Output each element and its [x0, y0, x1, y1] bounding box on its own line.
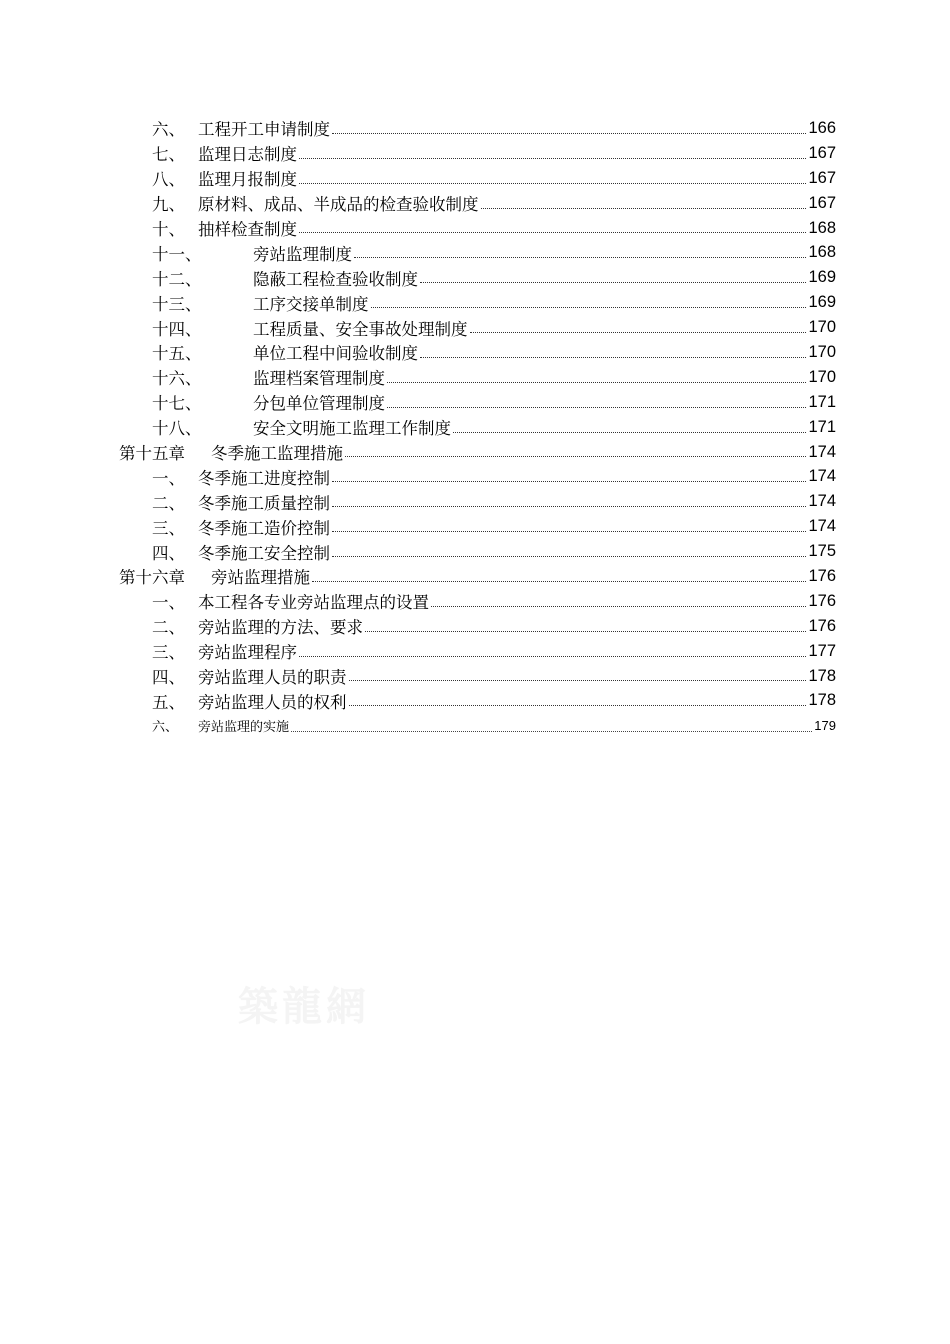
- toc-page-number: 169: [808, 268, 836, 287]
- toc-section-entry[interactable]: [0, 489, 836, 514]
- toc-dot-leader: [431, 606, 806, 607]
- toc-dot-leader: [481, 208, 807, 209]
- toc-dot-leader: [349, 680, 807, 681]
- toc-page-number: 170: [808, 342, 836, 361]
- toc-section-entry[interactable]: [0, 539, 836, 564]
- toc-entry-title: 监理月报制度: [198, 170, 297, 190]
- toc-entry-number: 三、: [152, 518, 185, 538]
- toc-dot-leader: [299, 158, 806, 159]
- toc-page-number: 167: [808, 193, 836, 212]
- toc-dot-leader: [420, 357, 806, 358]
- toc-entry-title: 原材料、成品、半成品的检查验收制度: [198, 195, 479, 215]
- toc-entry-number: 四、: [152, 543, 185, 563]
- toc-dot-leader: [470, 332, 807, 333]
- toc-entry-number: 七、: [152, 145, 185, 165]
- toc-section-entry[interactable]: [0, 713, 836, 738]
- toc-chapter-entry[interactable]: [0, 440, 836, 465]
- toc-entry-title: 旁站监理制度: [253, 244, 352, 264]
- toc-entry-title: 工程质量、安全事故处理制度: [253, 319, 468, 339]
- toc-section-entry[interactable]: [0, 365, 836, 390]
- toc-page-number: 174: [808, 442, 836, 461]
- toc-dot-leader: [345, 456, 806, 457]
- watermark: 築龍網: [238, 983, 370, 1030]
- toc-entry-number: 十、: [152, 220, 185, 239]
- toc-entry-title: 工程开工申请制度: [198, 120, 330, 140]
- toc-page-number: 176: [808, 591, 836, 610]
- toc-entry-title: 旁站监理措施: [211, 568, 310, 588]
- toc-section-entry[interactable]: [0, 464, 836, 489]
- toc-page-number: 167: [808, 143, 836, 162]
- toc-section-entry[interactable]: [0, 614, 836, 639]
- toc-entry-number: 第十六章: [119, 568, 185, 588]
- toc-entry-title: 冬季施工造价控制: [198, 518, 330, 538]
- toc-page-number: 166: [808, 118, 836, 137]
- toc-entry-title: 工序交接单制度: [253, 294, 369, 314]
- toc-page-number: 168: [808, 218, 836, 237]
- toc-section-entry[interactable]: [0, 191, 836, 216]
- toc-dot-leader: [371, 307, 807, 308]
- toc-section-entry[interactable]: [0, 340, 836, 365]
- toc-entry-title: 冬季施工进度控制: [198, 468, 330, 488]
- toc-entry-number: 一、: [152, 593, 185, 613]
- toc-dot-leader: [387, 407, 806, 408]
- toc-entry-title: 冬季施工质量控制: [198, 493, 330, 513]
- toc-section-entry[interactable]: [0, 415, 836, 440]
- toc-entry-title: 安全文明施工监理工作制度: [253, 419, 451, 439]
- toc-page-number: 167: [808, 168, 836, 187]
- toc-page-number: 177: [808, 641, 836, 660]
- toc-page-number: 174: [808, 492, 836, 511]
- toc-entry-title: 旁站监理人员的职责: [198, 668, 347, 688]
- toc-entry-number: 十二、: [152, 269, 202, 289]
- toc-page-number: 179: [814, 718, 836, 734]
- toc-section-entry[interactable]: [0, 166, 836, 191]
- toc-entry-number: 十一、: [152, 244, 202, 264]
- toc-dot-leader: [453, 432, 806, 433]
- toc-entry-number: 十八、: [152, 419, 202, 439]
- toc-section-entry[interactable]: [0, 141, 836, 166]
- toc-entry-number: 八、: [152, 170, 185, 190]
- toc-page-number: 171: [808, 392, 836, 411]
- toc-dot-leader: [349, 705, 807, 706]
- toc-dot-leader: [332, 531, 806, 532]
- toc-entry-number: 二、: [152, 493, 185, 513]
- toc-entry-title: 旁站监理的实施: [198, 720, 290, 736]
- toc-page-number: 170: [808, 367, 836, 386]
- toc-entry-number: 九、: [152, 195, 185, 215]
- toc-entry-title: 旁站监理的方法、要求: [198, 618, 363, 638]
- toc-entry-number: 十六、: [152, 369, 202, 389]
- toc-section-entry[interactable]: [0, 265, 836, 290]
- toc-entry-number: 二、: [152, 618, 185, 638]
- toc-entry-number: 十五、: [152, 344, 202, 364]
- toc-page-number: 178: [808, 666, 836, 685]
- toc-entry-title: 监理档案管理制度: [253, 369, 385, 389]
- toc-page-number: 176: [808, 616, 836, 635]
- toc-dot-leader: [299, 232, 806, 233]
- toc-entry-title: 旁站监理人员的权利: [198, 692, 347, 712]
- toc-entry-title: 旁站监理程序: [198, 643, 297, 663]
- toc-entry-title: 抽样检查制度: [198, 220, 297, 239]
- toc-dot-leader: [299, 183, 806, 184]
- toc-dot-leader: [299, 656, 806, 657]
- toc-page-number: 168: [808, 243, 836, 262]
- toc-page-number: 171: [808, 417, 836, 436]
- toc-entry-number: 一、: [152, 468, 185, 488]
- toc-page-number: 169: [808, 293, 836, 312]
- toc-section-entry[interactable]: [0, 315, 836, 340]
- toc-page-number: 174: [808, 467, 836, 486]
- toc-section-entry[interactable]: [0, 216, 836, 241]
- toc-section-entry[interactable]: [0, 514, 836, 539]
- toc-entry-title: 隐蔽工程检查验收制度: [253, 269, 418, 289]
- table-of-contents: [0, 116, 950, 738]
- toc-entry-title: 单位工程中间验收制度: [253, 344, 418, 364]
- toc-entry-number: 六、: [152, 120, 185, 140]
- toc-entry-number: 三、: [152, 643, 185, 663]
- toc-section-entry[interactable]: [0, 688, 836, 713]
- toc-dot-leader: [365, 631, 806, 632]
- toc-section-entry[interactable]: [0, 664, 836, 689]
- toc-dot-leader: [332, 556, 806, 557]
- toc-dot-leader: [354, 257, 806, 258]
- toc-section-entry[interactable]: [0, 116, 836, 141]
- toc-entry-title: 冬季施工安全控制: [198, 543, 330, 563]
- toc-chapter-entry[interactable]: [0, 564, 836, 589]
- toc-section-entry[interactable]: [0, 639, 836, 664]
- toc-entry-number: 六、: [152, 720, 179, 736]
- toc-entry-title: 冬季施工监理措施: [211, 444, 343, 464]
- toc-section-entry[interactable]: [0, 390, 836, 415]
- toc-page-number: 178: [808, 691, 836, 710]
- toc-entry-number: 四、: [152, 668, 185, 688]
- toc-section-entry[interactable]: [0, 290, 836, 315]
- toc-page-number: 174: [808, 517, 836, 536]
- toc-page-number: 175: [808, 542, 836, 561]
- toc-section-entry[interactable]: [0, 589, 836, 614]
- toc-entry-title: 分包单位管理制度: [253, 394, 385, 414]
- toc-entry-number: 五、: [152, 692, 185, 712]
- toc-dot-leader: [332, 133, 806, 134]
- toc-entry-number: 十三、: [152, 294, 202, 314]
- toc-entry-title: 本工程各专业旁站监理点的设置: [198, 593, 429, 613]
- toc-entry-title: 监理日志制度: [198, 145, 297, 165]
- toc-dot-leader: [312, 581, 806, 582]
- toc-dot-leader: [291, 731, 812, 732]
- toc-entry-number: 十四、: [152, 319, 202, 339]
- toc-dot-leader: [387, 382, 806, 383]
- toc-page-number: 176: [808, 566, 836, 585]
- toc-entry-number: 第十五章: [119, 444, 185, 464]
- toc-dot-leader: [332, 481, 806, 482]
- toc-page-number: 170: [808, 318, 836, 337]
- toc-dot-leader: [420, 282, 806, 283]
- toc-section-entry[interactable]: [0, 240, 836, 265]
- toc-entry-number: 十七、: [152, 394, 202, 414]
- toc-dot-leader: [332, 506, 806, 507]
